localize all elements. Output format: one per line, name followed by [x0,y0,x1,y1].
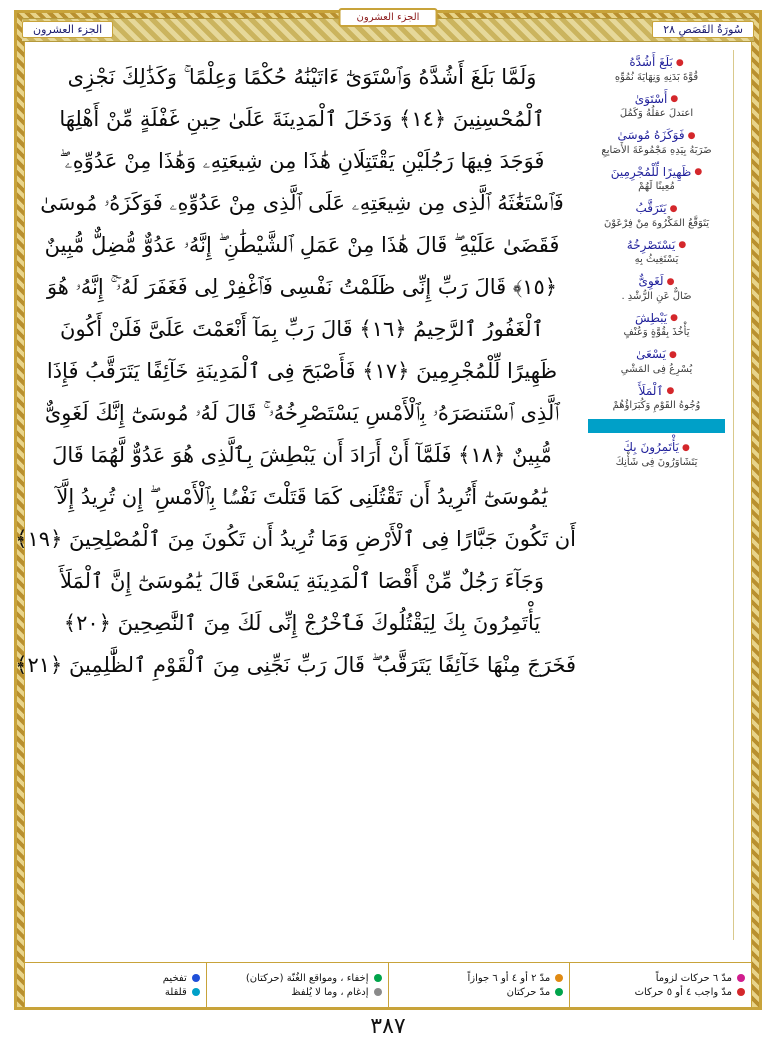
margin-note-gloss: يَأْخُذَ بِقُوَّةٍ وَعُنْفٍ [623,327,690,338]
bullet-icon: ● [694,167,703,177]
margin-note-gloss: يَتَوَقَّعُ المَكْرُوهَ مِنْ فِرْعَوْنَ [603,217,710,229]
legend-color-swatch [192,988,200,996]
margin-note [586,237,727,268]
legend-label: إخفاء ، ومواقع الغُنّة (حركتان) [245,972,369,984]
legend-item [31,987,200,998]
bullet-icon: ● [670,313,678,323]
quran-line: يَٰمُوسَىٰٓ أَتُرِيدُ أَن تَقْتُلَنِى كَمَا قَتَلْتَ نَفْسًۢا بِٱلْأَمْسِ ۖ إِن تُرِيدُ إِلَّآ [56,485,548,509]
tajweed-legend [24,962,752,1008]
legend-color-swatch [555,974,563,982]
legend-color-swatch [374,988,382,996]
legend-label: قلقلة [164,986,187,998]
legend-column [206,963,388,1007]
margin-note-term: ●يَسْعَىٰ [636,347,677,361]
legend-color-swatch [737,974,745,982]
margin-note [586,54,727,85]
margin-note-gloss: وُجُوهُ القَوْمِ وَكُبَرَاؤُهُمْ [612,400,701,411]
quran-line: وَلَمَّا بَلَغَ أَشُدَّهُ وَٱسْتَوَىٰٓ ءَاتَيْنَٰهُ حُكْمًا وَعِلْمًا ۚ وَكَذَٰلِكَ نَجْزِى [67,65,537,89]
legend-column [25,963,206,1007]
legend-item [576,987,745,998]
margin-note-term: ●يَسْتَصْرِخُهُ [626,237,687,252]
juz-badge: الجزء العشرون [339,8,438,27]
margin-notes-column [584,50,734,940]
quran-line: ﴿١٥﴾ قَالَ رَبِّ إِنِّى ظَلَمْتُ نَفْسِى فَٱغْفِرْ لِى فَغَفَرَ لَهُۥٓ ۚ إِنَّهُۥ هُوَ [46,275,558,299]
margin-note-gloss: مُعِينًا لَهُمْ [638,181,675,192]
margin-note-gloss: يَتَشَاوَرُونَ فِى شَأْنِكَ [615,456,698,468]
bullet-icon: ● [675,57,684,68]
quran-line: فَٱسْتَغَٰثَهُ ٱلَّذِى مِن شِيعَتِهِۦ عَلَى ٱلَّذِى مِنْ عَدُوِّهِۦ فَوَكَزَهُۥ مُوسَىٰ [40,191,564,215]
margin-note [586,127,727,158]
legend-label: مدّ واجب ٤ أو ٥ حركات [634,986,732,998]
quran-line: ظَهِيرًا لِّلْمُجْرِمِينَ ﴿١٧﴾ فَأَصْبَحَ فِى ٱلْمَدِينَةِ خَآئِفًا يَتَرَقَّبُ فَإِذَا [46,359,558,383]
legend-item [395,987,564,998]
margin-note-term: ●فَوَكَزَهُ مُوسَىٰ [617,128,696,142]
margin-note [586,273,727,304]
margin-note [586,439,727,470]
quran-line: مُّبِينٌ ﴿١٨﴾ فَلَمَّآ أَنْ أَرَادَ أَن يَبْطِشَ بِٱلَّذِى هُوَ عَدُوٌّ لَّهُمَا قَالَ [52,443,552,467]
legend-item [213,987,382,998]
margin-note-gloss: ضَالٌّ عَنِ الرُّشْدِ . [621,290,692,302]
legend-color-swatch [555,988,563,996]
quran-line: أَن تَكُونَ جَبَّارًا فِى ٱلْأَرْضِ وَمَا تُرِيدُ أَن تَكُونَ مِنَ ٱلْمُصْلِحِينَ ﴿١٩﴾ [15,527,576,551]
margin-note [586,200,727,231]
legend-item [31,973,200,984]
margin-note [586,383,727,414]
legend-column [569,963,751,1007]
margin-note-gloss: يَسْتَغِيثُ بِهِ [634,254,679,265]
margin-note-divider [588,419,725,433]
margin-note [586,164,727,195]
margin-note-gloss: ضَرَبَهُ بِيَدِهِ مَجْمُوعَةَ الأَصَابِعِ [601,144,712,156]
margin-note-term: ●يَتَرَقَّبُ [635,201,678,215]
legend-item [213,973,382,984]
bullet-icon: ● [687,130,696,141]
legend-label: تفخيم [162,972,187,984]
margin-note-gloss: قُوَّةَ بَدَنِهِ وَنِهَايَةَ نُمُوِّهِ [614,71,699,83]
margin-note-gloss: يُسْرِعُ فِى المَشْىِ [620,363,693,375]
bullet-icon: ● [666,386,675,396]
margin-note [586,91,727,122]
legend-column [388,963,570,1007]
margin-note-term: ●أَسْتَوَىٰ [634,91,679,106]
page-body [15,50,752,950]
margin-note-term: ●يَأْتَمِرُونَ بِكَ [623,440,690,454]
page-number: ٣٨٧ [370,1014,406,1039]
quran-line: ٱلْغَفُورُ ٱلرَّحِيمُ ﴿١٦﴾ قَالَ رَبِّ بِمَآ أَنْعَمْتَ عَلَىَّ فَلَنْ أَكُونَ [60,317,544,341]
quran-text-block [15,50,584,940]
bullet-icon: ● [669,203,678,214]
quran-line: وَجَآءَ رَجُلٌ مِّنْ أَقْصَا ٱلْمَدِينَةِ يَسْعَىٰ قَالَ يَٰمُوسَىٰٓ إِنَّ ٱلْمَلَأَ [60,569,544,593]
margin-note [586,346,727,377]
legend-color-swatch [374,974,382,982]
legend-label: مدّ ٢ أو ٤ أو ٦ جوازاً [467,972,551,984]
bullet-icon: ● [668,349,677,360]
margin-note-term: ●يَبْطِشَ [635,310,678,325]
legend-item [576,973,745,984]
quran-line: يَأْتَمِرُونَ بِكَ لِيَقْتُلُوكَ فَٱخْرُجْ إِنِّى لَكَ مِنَ ٱلنَّٰصِحِينَ ﴿٢٠﴾ [63,611,541,635]
margin-note-term: ●بَلَغَ أَشُدَّهُ [629,55,684,69]
legend-label: مدّ ٦ حركات لزوماً [655,972,732,984]
quran-line: فَخَرَجَ مِنْهَا خَآئِفًا يَتَرَقَّبُ ۖ قَالَ رَبِّ نَجِّنِى مِنَ ٱلْقَوْمِ ٱلظَّٰلِمِينَ ﴿٢١﴾ [15,653,576,677]
margin-note-term: ●ٱلْمَلَأَ [638,383,675,398]
margin-note-gloss: اعتدلَ عقلُهُ وَكَمُلَ [619,108,694,119]
quran-line: ٱلَّذِى ٱسْتَنصَرَهُۥ بِٱلْأَمْسِ يَسْتَصْرِخُهُۥ ۚ قَالَ لَهُۥ مُوسَىٰٓ إِنَّكَ لَغَوِىٌّ [44,401,560,425]
juz-title: الجزء العشرون [22,21,113,38]
quran-line: ٱلْمُحْسِنِينَ ﴿١٤﴾ وَدَخَلَ ٱلْمَدِينَةَ عَلَىٰ حِينِ غَفْلَةٍ مِّنْ أَهْلِهَا [59,107,545,131]
quran-line: فَقَضَىٰ عَلَيْهِ ۖ قَالَ هَٰذَا مِنْ عَمَلِ ٱلشَّيْطَٰنِ ۖ إِنَّهُۥ عَدُوٌّ مُّضِلٌّ مُّبِينٌ [44,233,560,257]
bullet-icon: ● [670,94,679,104]
bullet-icon: ● [681,442,690,453]
legend-label: مدّ حركتان [506,986,551,998]
surah-title: سُورَةُ القَصَصِ ٢٨ [652,21,754,38]
legend-color-swatch [192,974,200,982]
legend-color-swatch [737,988,745,996]
margin-note [586,310,727,341]
margin-note-term: ●لَغَوِىٌّ [638,274,675,288]
legend-item [395,973,564,984]
margin-note-term: ●ظَهِيرًا لِّلْمُجْرِمِينَ [610,164,703,179]
bullet-icon: ● [666,276,675,287]
bullet-icon: ● [678,240,687,250]
legend-label: إدغام ، وما لا يُلفظ [291,986,369,998]
quran-line: فَوَجَدَ فِيهَا رَجُلَيْنِ يَقْتَتِلَانِ هَٰذَا مِن شِيعَتِهِۦ وَهَٰذَا مِنْ عَدُوِّهِۦ ۖ [59,149,545,173]
